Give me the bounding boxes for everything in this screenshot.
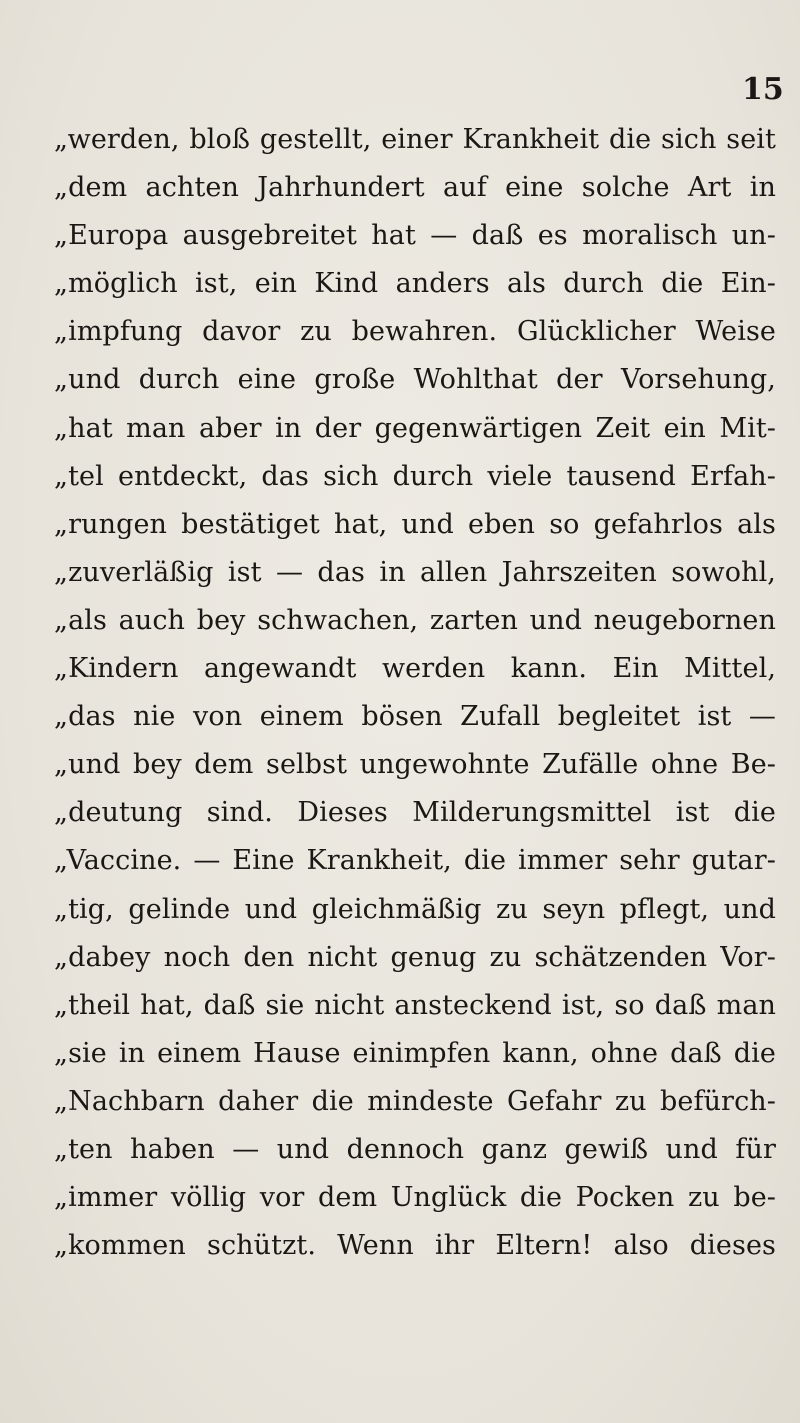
text-line: „hat man aber in der gegenwärtigen Zeit ein Mit-	[54, 412, 776, 444]
text-line: „Europa ausgebreitet hat — daß es moralisch un-	[54, 220, 776, 252]
text-line: „rungen bestätiget hat, und eben so gefahrlos als	[54, 508, 776, 540]
text-line: „kommen schützt. Wenn ihr Eltern! also dieses	[54, 1230, 776, 1262]
text-line: „Nachbarn daher die mindeste Gefahr zu befürch-	[54, 1085, 776, 1117]
body-text	[54, 116, 776, 1270]
text-line: „zuverläßig ist — das in allen Jahrszeiten sowohl,	[54, 556, 776, 588]
text-line: „das nie von einem bösen Zufall begleitet ist —	[54, 701, 776, 733]
text-line: „sie in einem Hause einimpfen kann, ohne daß die	[54, 1037, 776, 1069]
text-line: „und durch eine große Wohlthat der Vorsehung,	[54, 364, 776, 396]
text-line: „dabey noch den nicht genug zu schätzenden Vor-	[54, 941, 776, 973]
text-line: „tel entdeckt, das sich durch viele tausend Erfah-	[54, 460, 776, 492]
text-line: „tig, gelinde und gleichmäßig zu seyn pflegt, und	[54, 893, 776, 925]
text-line: „deutung sind. Dieses Milderungsmittel ist die	[54, 797, 776, 829]
text-line: „dem achten Jahrhundert auf eine solche Art in	[54, 172, 776, 204]
text-line: „theil hat, daß sie nicht ansteckend ist, so daß man	[54, 989, 776, 1021]
text-line: „als auch bey schwachen, zarten und neugebornen	[54, 604, 776, 636]
text-line: „Vaccine. — Eine Krankheit, die immer sehr gutar-	[54, 845, 776, 877]
text-line: „Kindern angewandt werden kann. Ein Mittel,	[54, 653, 776, 685]
text-line: „immer völlig vor dem Unglück die Pocken zu be-	[54, 1182, 776, 1214]
text-line: „impfung davor zu bewahren. Glücklicher Weise	[54, 316, 776, 348]
text-line: „ten haben — und dennoch ganz gewiß und für	[54, 1133, 776, 1165]
text-line: „und bey dem selbst ungewohnte Zufälle ohne Be-	[54, 749, 776, 781]
page-number: 15	[742, 72, 784, 107]
text-line: „möglich ist, ein Kind anders als durch die Ein-	[54, 268, 776, 300]
text-line: „werden, bloß gestellt, einer Krankheit die sich seit	[54, 124, 776, 155]
